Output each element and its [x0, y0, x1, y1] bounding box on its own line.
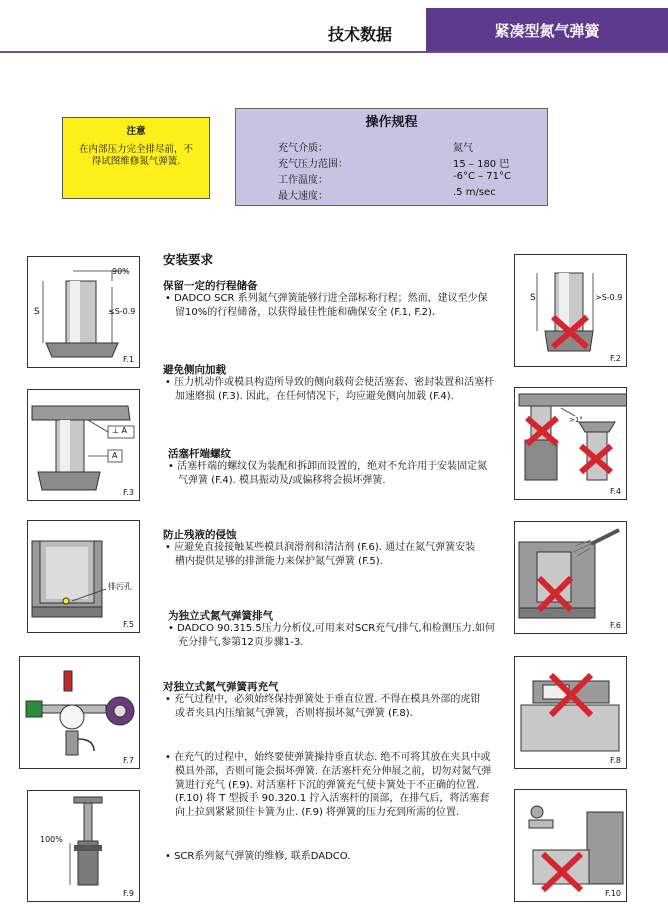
section-text: • DADCO SCR 系列氮气弹簧能够行进全部标称行程；然而，建议至少保留10%的行程储备，以获得最佳性能和确保安全 (F.1, F.2). — [165, 293, 488, 318]
figure-f6 — [514, 521, 627, 634]
spec-label: 工作温度： — [278, 175, 328, 186]
section-text: • DADCO 90.315.5压力分析仪,可用来对SCR充气/排气,和检测压力.如何充分排气,参第12页步骤1-3. — [168, 623, 495, 648]
figure-f5 — [27, 520, 140, 633]
figure-label: F.6 — [610, 621, 621, 630]
percent-label: 100% — [40, 835, 63, 844]
section-text: • 活塞杆端的螺纹仅为装配和拆卸而设置的，绝对不允许用于安装固定氮气弹簧 (F.4). 模具振动及/或偏移将会损坏弹簧. — [168, 461, 488, 486]
figure-label: F.5 — [123, 620, 134, 629]
spec-value: -6°C – 71°C — [453, 171, 512, 182]
spring-overstroke-diagram — [515, 255, 627, 367]
datum-label: A — [112, 451, 118, 460]
figure-label: F.10 — [604, 889, 621, 898]
figure-label: F.2 — [610, 354, 621, 363]
perpendicularity-label: ⊥ A — [112, 426, 127, 435]
section-heading: 防止残液的侵蚀 — [163, 529, 237, 541]
pressure-analyzer-diagram — [20, 657, 140, 769]
stroke-label: S — [34, 307, 40, 317]
specs-title: 操作规程 — [365, 115, 418, 130]
figure-f4 — [514, 387, 627, 500]
figure-f3 — [27, 389, 140, 501]
figure-label: F.7 — [123, 756, 134, 765]
figure-f10 — [514, 789, 627, 902]
spec-label: 充气介质： — [278, 143, 328, 154]
section-heading: 对独立式氮气弹簧再充气 — [163, 681, 279, 693]
section-text: • 压力机动作或模具构造所导致的侧向载荷会使活塞套、密封装置和活塞杆加速磨损 (F.3). 因此，在任何情况下，均应避免侧向加载 (F.4). — [165, 377, 495, 402]
spec-label: 充气压力范围： — [278, 159, 348, 170]
stroke-limit-label: >S-0.9 — [595, 293, 623, 302]
stroke-limit-label: ≤S-0.9 — [108, 307, 136, 316]
side-load-diagram — [28, 390, 140, 501]
install-heading: 安装要求 — [163, 252, 214, 267]
figure-f1 — [27, 256, 140, 368]
figure-f8 — [514, 656, 627, 769]
incorrect-charging-diagram — [515, 790, 627, 902]
operating-specs — [235, 108, 548, 206]
figure-f7 — [19, 656, 140, 769]
caution-note — [62, 117, 210, 199]
figure-label: F.9 — [123, 889, 134, 898]
section-heading: 活塞杆端螺纹 — [168, 448, 231, 460]
section-text: • SCR系列氮气弹簧的维修, 联系DADCO. — [165, 851, 351, 862]
side-load-prohibited-diagram — [515, 388, 627, 500]
section-text: • 在充气的过程中，始终要使弹簧操持垂直状态. 绝不可将其放在夹具中或模具外部，否则可能会损坏弹簧. 在活塞杆充分伸展之前，切勿对氮气弹簧进行充气 (F.9). 对活塞杆下沉的弹簧充气使卡簧处于不正确的位置. (F.10) 将 T 型扳手 90.320.1 拧入活塞杆的顶部，在排气后，将活塞套向上拉到紧紧顶住卡簧为止. (F.9) 将弹簧的压力充到所需的位置. — [165, 752, 492, 819]
section-heading: 为独立式氮气弹簧排气 — [168, 610, 273, 622]
spec-value: .5 m/sec — [453, 187, 496, 198]
lubricant-contact-diagram — [515, 522, 627, 634]
figure-label: F.8 — [610, 756, 621, 765]
figure-label: F.4 — [610, 487, 621, 496]
t-wrench-charging-diagram — [28, 791, 140, 902]
caution-title: 注意 — [126, 126, 146, 137]
figure-f9 — [27, 790, 140, 902]
percent-label: 90% — [112, 267, 130, 276]
drain-hole-label: 排污孔 — [108, 582, 132, 591]
figure-f2 — [514, 254, 627, 367]
figure-label: F.3 — [123, 488, 134, 497]
spec-label: 最大速度： — [278, 191, 328, 202]
product-title: 紧凑型氮气弹簧 — [426, 8, 668, 52]
section-text: • 应避免直接接触某些模具润滑剂和清洁剂 (F.6). 通过在氮气弹簧安装槽内提供足够的排泄能力来保护氮气弹簧 (F.5). — [165, 542, 476, 567]
vise-clamp-prohibited-diagram — [515, 657, 627, 769]
section-heading: 保留一定的行程储备 — [163, 280, 258, 292]
drain-hole-diagram — [28, 521, 140, 633]
figure-label: F.1 — [123, 355, 134, 364]
section-heading: 避免侧向加载 — [163, 364, 226, 376]
angle-label: >1° — [569, 416, 583, 424]
section-title: 技术数据 — [327, 25, 392, 44]
header-rule — [0, 51, 668, 53]
stroke-label: S — [530, 293, 536, 303]
section-text: • 充气过程中，必须始终保持弹簧处于垂直位置. 不得在模具外部的虎钳或者夹具内压缩氮气弹簧，否则将损坏氮气弹簧 (F.8). — [165, 694, 481, 719]
spec-value: 氮气 — [453, 143, 473, 154]
spec-value: 15 – 180 巴 — [453, 159, 510, 170]
caution-body: 在内部压力完全排尽前，不得试图维修氮气弹簧. — [79, 144, 194, 167]
